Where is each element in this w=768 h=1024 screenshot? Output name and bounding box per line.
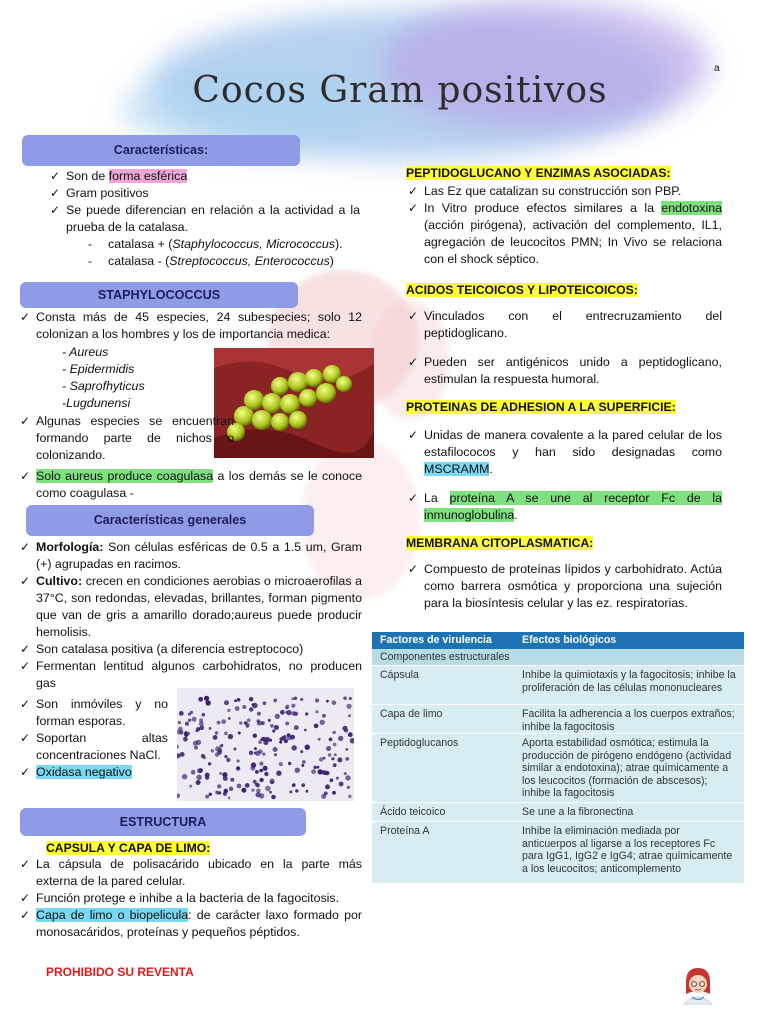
footer-notice: PROHIBIDO SU REVENTA — [46, 965, 194, 979]
doctor-avatar-icon — [676, 964, 720, 1008]
staph-items — [18, 413, 234, 464]
section-generales-heading: Características generales — [26, 505, 314, 536]
highlight: endotoxina — [661, 201, 722, 215]
staphylococcus-photo — [214, 348, 374, 458]
list-item: ✓ Solo aureus produce coagulasa a los demás se le conoce como coagulasa - — [18, 468, 362, 502]
list-item: ✓ Consta más de 45 especies, 24 subespecies; solo 12 colonizan a los hombres y los de importancia medica: — [18, 309, 362, 343]
acidos-list — [406, 308, 722, 388]
highlight: proteína A se une al receptor Fc de la inmunoglobulina — [424, 491, 722, 522]
caracteristicas-list — [48, 168, 360, 270]
list-item: ✓ Son de forma esférica — [48, 168, 360, 185]
virulence-table — [372, 632, 744, 883]
list-item: - catalasa + (Staphylococcus, Micrococcus). — [48, 236, 360, 253]
column-header: Efectos biológicos — [522, 634, 617, 646]
list-item: ✓ Las Ez que catalizan su construcción son PBP. — [406, 183, 722, 200]
list-item: ✓ Vinculados con el entrecruzamiento del peptidoglicano. — [406, 308, 722, 342]
highlight: MSCRAMM — [424, 462, 490, 476]
staph-coagulasa — [18, 468, 362, 502]
peptido-list — [406, 183, 722, 268]
acidos-heading: ACIDOS TEICOICOS Y LIPOTEICOICOS: — [406, 283, 638, 297]
list-item: ✓ Cultivo: crecen en condiciones aerobias o microaerofilas a 37°C, son redondas, elevadas, brillantes, forman pigmento que van de gris a amarillo dorado;aureus puede producir hemolisis. — [18, 573, 362, 641]
list-item: ✓ Función protege e inhibe a la bacteria de la fagocitosis. — [18, 890, 362, 907]
membrana-heading: MEMBRANA CITOPLASMATICA: — [406, 536, 594, 550]
list-item: ✓ Unidas de manera covalente a la pared celular de los estafilococos y han sido designadas como MSCRAMM. — [406, 427, 722, 478]
list-item: ✓ Gram positivos — [48, 185, 360, 202]
adhesion-heading: PROTEINAS DE ADHESION A LA SUPERFICIE: — [406, 400, 676, 414]
page-title: Cocos Gram positivos — [192, 70, 608, 111]
table-row: Peptidoglucanos Aporta estabilidad osmótica; estimula la producción de pirógeno endógeno (actividad similar a endotoxina); atrae químicamente a los leucocitos (formación de abscesos); inhibe la fagocitosis — [372, 734, 744, 803]
highlight: Capa de limo o biopelicula — [36, 908, 189, 922]
list-item: ✓ Soportan altas concentraciones NaCl. — [18, 730, 168, 764]
list-item: ✓ La proteína A se une al receptor Fc de la inmunoglobulina. — [406, 490, 722, 524]
table-row: Proteína A Inhibe la eliminación mediada por anticuerpos al ligarse a los receptores Fc para IgG1, IgG2 e IgG4; atrae químicamente a los leucocitos; anticomplemento — [380, 825, 733, 875]
corner-mark: a — [714, 63, 720, 74]
list-item: ✓ Fermentan lentitud algunos carbohidratos, no producen gas — [18, 658, 362, 692]
list-item: ✓ Son catalasa positiva (a diferencia estreptococo) — [18, 641, 362, 658]
column-header: Factores de virulencia — [380, 634, 492, 646]
list-item: ✓ Algunas especies se encuentran formando parte de nichos o colonizando. — [18, 413, 234, 464]
list-item: ✓ In Vitro produce efectos similares a la endotoxina (acción pirógena), activación del complemento, IL1, agregación de leucocitos PMN; In Vivo se relaciona con el shock séptico. — [406, 200, 722, 268]
species-list — [62, 344, 212, 412]
species-item: -Lugdunensi — [62, 396, 131, 410]
species-item: - Saprofhyticus — [62, 379, 145, 393]
list-item: ✓ Se puede diferencian en relación a la actividad a la prueba de la catalasa. — [48, 202, 360, 236]
table-group-row: Componentes estructurales — [372, 649, 744, 666]
highlight: forma esférica — [108, 169, 188, 183]
table-row: Ácido teicoico Se une a la fibronectina — [372, 803, 744, 822]
gram-stain-photo — [177, 688, 354, 801]
capsula-heading: CAPSULA Y CAPA DE LIMO: — [46, 841, 211, 855]
species-item: - Epidermidis — [62, 362, 135, 376]
adhesion-list — [406, 427, 722, 524]
estructura-list — [18, 856, 362, 941]
membrana-list — [406, 561, 722, 612]
list-item: ✓ Pueden ser antigénicos unido a peptidoglicano, estimulan la respuesta humoral. — [406, 354, 722, 388]
highlight: Oxidasa negativo — [36, 765, 132, 779]
section-staph-heading: STAPHYLOCOCCUS — [20, 282, 298, 308]
table-row: Capa de limo Facilita la adherencia a los cuerpos extraños; inhibe la fagocitosis — [372, 705, 744, 734]
staph-intro — [18, 309, 362, 343]
generales-list-2 — [18, 696, 168, 781]
list-item: ✓ Son inmóviles y no forman esporas. — [18, 696, 168, 730]
species-item: - Aureus — [62, 345, 109, 359]
peptido-heading: PEPTIDOGLUCANO Y ENZIMAS ASOCIADAS: — [406, 166, 671, 180]
list-item: - catalasa - (Streptococcus, Enterococcus) — [48, 253, 360, 270]
generales-list — [18, 539, 362, 692]
list-item: ✓ La cápsula de polisacárido ubicado en la parte más externa de la pared celular. — [18, 856, 362, 890]
table-row: Cápsula Inhibe la quimiotaxis y la fagocitosis; inhibe la proliferación de las células mononucleares — [372, 666, 744, 705]
highlight: Solo aureus produce coagulasa — [36, 469, 214, 483]
list-item — [18, 764, 168, 781]
list-item: ✓ Capa de limo o biopelicula: de carácter laxo formado por monosacáridos, proteínas y pequeños péptidos. — [18, 907, 362, 941]
list-item: ✓ Morfología: Son células esféricas de 0.5 a 1.5 um, Gram (+) agrupadas en racimos. — [18, 539, 362, 573]
table-header — [372, 632, 744, 649]
list-item: ✓ Compuesto de proteínas lípidos y carbohidrato. Actúa como barrera osmótica y proporciona una sujeción para la biosíntesis celular y las ez. respiratorias. — [406, 561, 722, 612]
section-estructura-heading: ESTRUCTURA — [20, 808, 306, 836]
section-caracteristicas-heading: Características: — [22, 135, 300, 166]
